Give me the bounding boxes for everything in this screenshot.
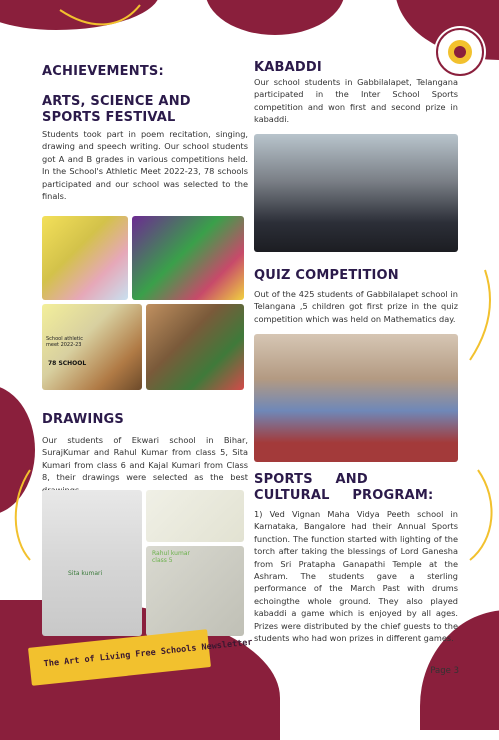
drawing-photo-2 [146,490,244,542]
drawing-photo-1 [42,490,142,636]
drawings-title: DRAWINGS [42,412,124,427]
drawing-photo-3 [146,546,244,636]
quiz-photo [254,334,458,462]
collage-photo-2 [132,216,244,300]
arts-title: ARTS, SCIENCE AND SPORTS FESTIVAL [42,94,191,125]
page-number: Page 3 [430,666,459,676]
sports-text: 1) Ved Vignan Maha Vidya Peeth school in Karnataka, Bangalore had their Annual Sports function. The function started with lighting of the torch after taking the blessings of Lord Ganesha from Sri Pratapha Ganapathi Temple at the Ashram. The students gave a sterling performance of the March Past with drums echoingthe whole ground. They also played kabaddi a game which is enjoyed by all ages. Prizes were distributed by the chief guests to the students who had won prizes in different games. [254,509,458,644]
kabaddi-title: KABADDI [254,60,322,75]
collage-photo-1 [42,216,128,300]
collage-caption-1: School athletic meet 2022-23 [46,336,83,348]
quiz-title: QUIZ COMPETITION [254,268,399,283]
quiz-text: Out of the 425 students of Gabbilalapet school in Telangana ,5 children got first prize in the quiz competition which was held on Mathematics day. [254,289,458,324]
drawings-text: Our students of Ekwari school in Bihar, SurajKumar and Rahul Kumar from class 5, Sita Kumari from class 6 and Kajal Kumari from Class 8, their drawings were selected as the best [42,435,248,483]
kabaddi-text: Our school students in Gabbilalapet, Telangana participated in the Inter School Sports competition and won first and second prize in kabaddi. [254,77,458,125]
school-logo [436,28,484,76]
kabaddi-photo [254,134,458,252]
collage-caption-2: 78 SCHOOL [48,360,87,367]
collage-photo-4 [146,304,244,390]
achievements-title: ACHIEVEMENTS: [42,64,164,79]
drawing-label-1: Sita kumari [68,570,103,577]
arts-text: Students took part in poem recitation, singing, drawing and speech writing. Our school students got A and B grades in various competitions held. In the School's Athletic Meet 2022-23, 78 schools participated and our school was selected to the finals. [42,129,248,202]
newsletter-name: The Art of Living Free Schools Newsletter [43,637,254,670]
drawing-label-2: Rahul kumar class 5 [152,550,190,564]
sports-title: SPORTS AND CULTURAL PROGRAM: [254,472,434,503]
collage-photo-3 [42,304,142,390]
